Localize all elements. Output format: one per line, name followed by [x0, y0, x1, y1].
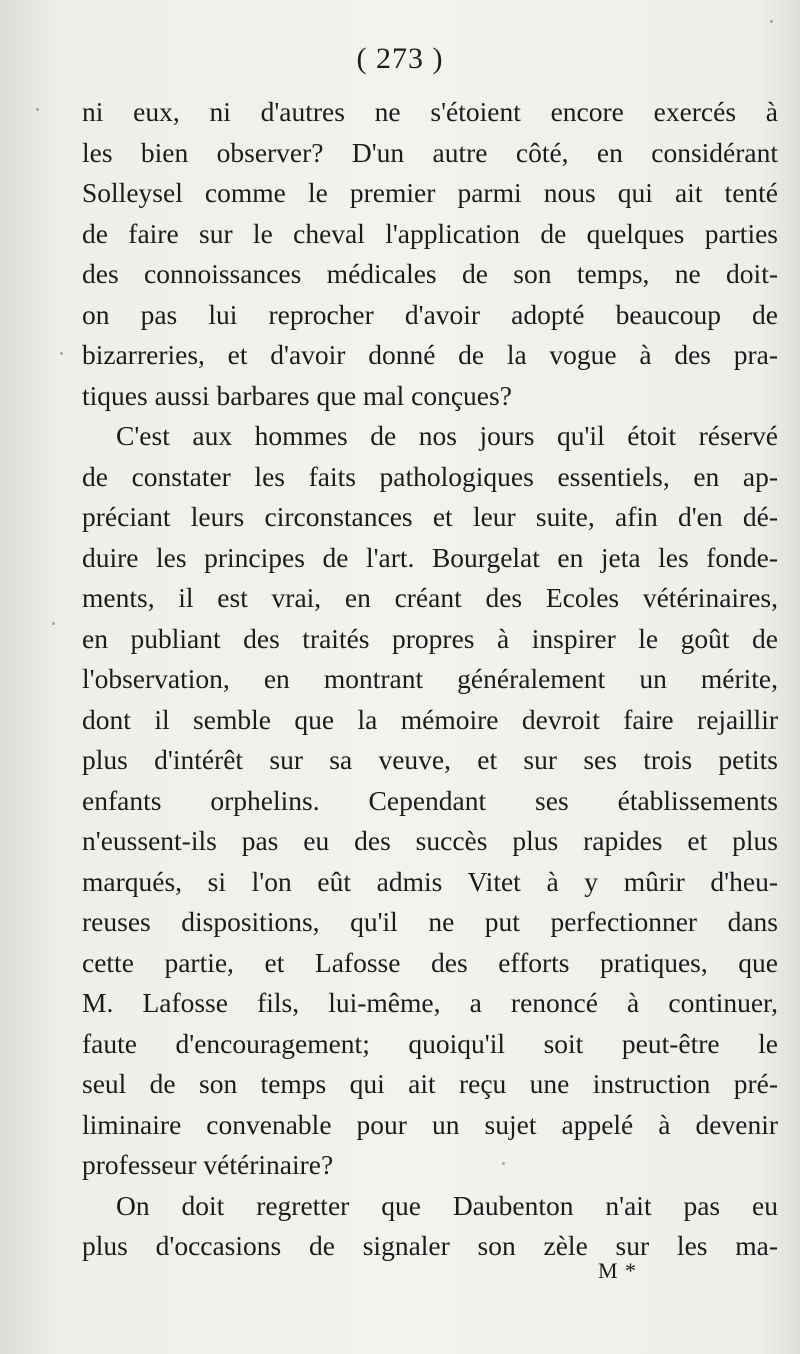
ink-speck [52, 622, 55, 625]
text-line: n'eussent-ils pas eu des succès plus rapides et plus [82, 825, 778, 856]
text-line: en publiant des traités propres à inspirer le goût de [82, 622, 778, 654]
text-line: cette partie, et Lafosse des efforts pratiques, que [82, 946, 778, 978]
ink-speck [770, 20, 773, 23]
text-line: Solleysel comme le premier parmi nous qui ait tenté [82, 177, 778, 208]
text-line: des connoissances médicales de son temps, ne doit- [82, 258, 778, 289]
text-line: on pas lui reprocher d'avoir adopté beaucoup de [82, 298, 778, 330]
text-line: C'est aux hommes de nos jours qu'il étoit réservé [116, 420, 778, 451]
page-number: ( 273 ) [356, 42, 444, 75]
paragraph-3 [82, 1186, 778, 1267]
text-line: duire les principes de l'art. Bourgelat en jeta les fonde- [82, 541, 778, 573]
text-line: bizarreries, et d'avoir donné de la vogue à des pra- [82, 339, 778, 370]
text-line: de constater les faits pathologiques essentiels, en ap- [82, 460, 778, 492]
signature-mark: M * [598, 1258, 638, 1283]
text-line: liminaire convenable pour un sujet appelé à devenir [82, 1108, 778, 1140]
text-line: reuses dispositions, qu'il ne put perfectionner dans [82, 906, 778, 937]
body-text [82, 92, 778, 1267]
text-line: plus d'intérêt sur sa veuve, et sur ses trois petits [82, 744, 778, 775]
text-line: enfants orphelins. Cependant ses établissements [82, 784, 778, 816]
paragraph-1 [82, 92, 778, 416]
text-line: ni eux, ni d'autres ne s'étoient encore exercés à [82, 96, 778, 127]
text-line: marqués, si l'on eût admis Vitet à y mûrir d'heu- [82, 865, 778, 897]
text-line: préciant leurs circonstances et leur suite, afin d'en dé- [82, 501, 778, 532]
ink-speck [502, 1162, 505, 1165]
text-line: faute d'encouragement; quoiqu'il soit peut-être le [82, 1027, 778, 1059]
ink-speck [36, 108, 39, 111]
text-line: ments, il est vrai, en créant des Ecoles vétérinaires, [82, 582, 778, 613]
text-line: l'observation, en montrant généralement un mérite, [82, 663, 778, 694]
text-line: professeur vétérinaire? [82, 1149, 334, 1180]
text-line: dont il semble que la mémoire devroit faire rejaillir [82, 703, 778, 735]
text-line: les bien observer? D'un autre côté, en considérant [82, 136, 778, 168]
text-line: tiques aussi barbares que mal conçues? [82, 379, 512, 411]
text-line: seul de son temps qui ait reçu une instruction pré- [82, 1068, 778, 1099]
text-line: M. Lafosse fils, lui-même, a renoncé à continuer, [82, 987, 778, 1018]
paragraph-2 [82, 416, 778, 1186]
text-line: plus d'occasions de signaler son zèle sur les ma- [82, 1230, 778, 1261]
text-line: On doit regretter que Daubenton n'ait pas eu [116, 1189, 778, 1221]
ink-speck [60, 352, 63, 355]
text-line: de faire sur le cheval l'application de quelques parties [82, 217, 778, 249]
